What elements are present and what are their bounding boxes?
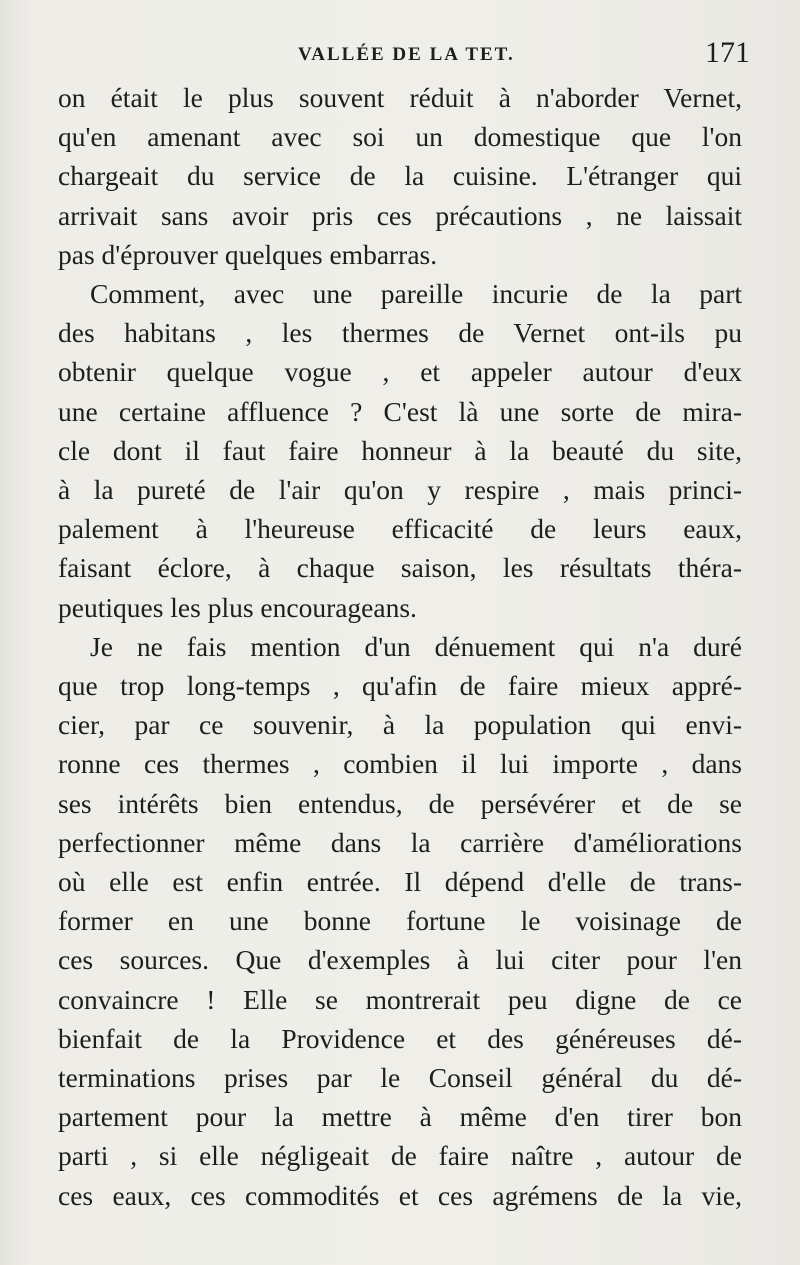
text-line: perfectionner même dans la carrière d'améliorations — [58, 826, 742, 858]
text-line: ronne ces thermes , combien il lui importe , dans — [58, 748, 742, 780]
paragraph — [58, 274, 742, 627]
text-line: bienfait de la Providence et des généreuses dé- — [58, 1022, 742, 1054]
text-line: faisant éclore, à chaque saison, les résultats théra- — [58, 552, 742, 584]
text-line: obtenir quelque vogue , et appeler autour d'eux — [58, 356, 742, 388]
text-line: qu'en amenant avec soi un domestique que l'on — [58, 121, 742, 153]
text-line: arrivait sans avoir pris ces précautions , ne laissait — [58, 199, 742, 231]
page-header — [58, 36, 750, 76]
text-line: former en une bonne fortune le voisinage de — [58, 905, 742, 937]
text-line: où elle est enfin entrée. Il dépend d'elle de trans- — [58, 866, 742, 898]
text-line: cle dont il faut faire honneur à la beauté du site, — [58, 434, 742, 466]
text-line: pas d'éprouver quelques embarras. — [58, 238, 438, 270]
paragraph — [58, 627, 742, 1215]
text-line: ces eaux, ces commodités et ces agrémens de la vie, — [58, 1179, 742, 1211]
text-line: une certaine affluence ? C'est là une sorte de mira- — [58, 395, 742, 427]
text-line: partement pour la mettre à même d'en tirer bon — [58, 1101, 742, 1133]
text-line: parti , si elle négligeait de faire naître , autour de — [58, 1140, 742, 1172]
text-line: des habitans , les thermes de Vernet ont-ils pu — [58, 317, 742, 349]
text-line: terminations prises par le Conseil général du dé- — [58, 1062, 742, 1094]
body-text — [58, 78, 742, 1215]
running-title: VALLÉE DE LA TET. — [298, 44, 515, 65]
text-line: ses intérêts bien entendus, de persévérer et de se — [58, 787, 742, 819]
text-line: chargeait du service de la cuisine. L'étranger qui — [58, 160, 742, 192]
text-line: Comment, avec une pareille incurie de la part — [90, 278, 742, 310]
text-line: que trop long-temps , qu'afin de faire mieux appré- — [58, 670, 742, 702]
text-line: on était le plus souvent réduit à n'aborder Vernet, — [58, 82, 742, 113]
text-line: palement à l'heureuse efficacité de leurs eaux, — [58, 513, 742, 545]
paragraph — [58, 78, 742, 274]
text-line: peutiques les plus encourageans. — [58, 591, 417, 623]
text-line: convaincre ! Elle se montrerait peu digne de ce — [58, 983, 742, 1015]
page-number: 171 — [705, 36, 750, 69]
text-line: à la pureté de l'air qu'on y respire , mais princi- — [58, 474, 742, 506]
text-line: cier, par ce souvenir, à la population qui envi- — [58, 709, 742, 741]
text-line: ces sources. Que d'exemples à lui citer pour l'en — [58, 944, 742, 976]
text-line: Je ne fais mention d'un dénuement qui n'a duré — [90, 630, 742, 662]
